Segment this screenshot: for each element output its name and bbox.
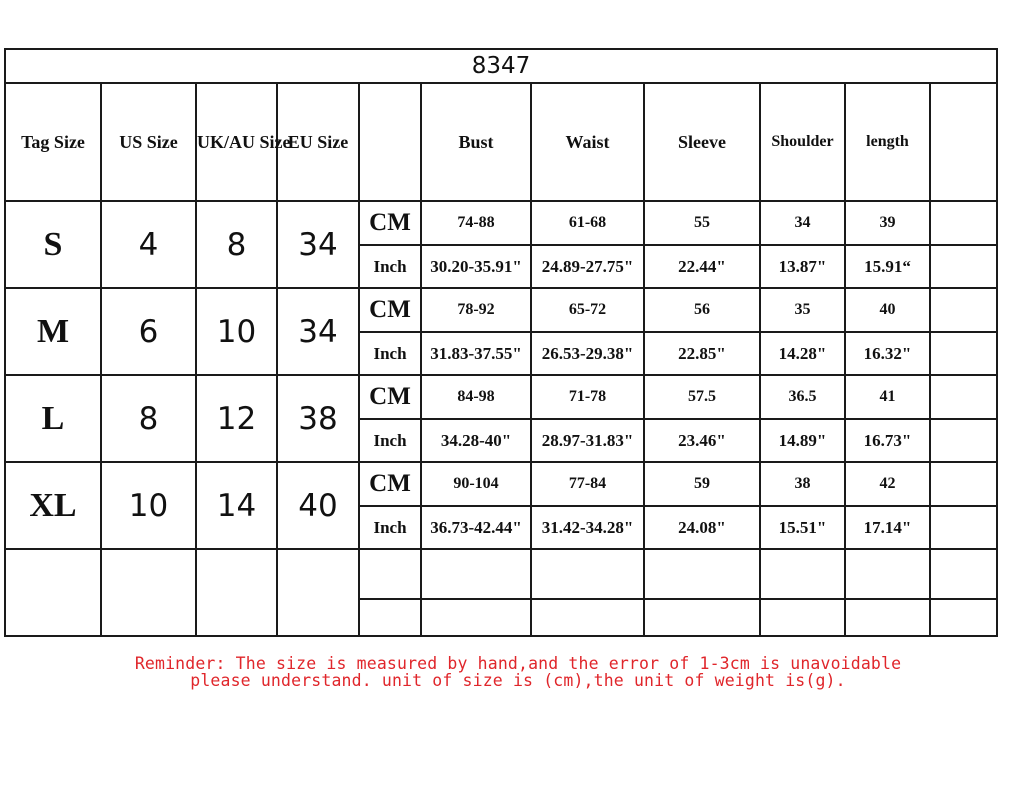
empty-cell [644, 549, 760, 599]
length-inch-cell: 15.91“ [845, 245, 930, 288]
table-row [5, 201, 997, 245]
eu-size-cell: 38 [277, 375, 359, 462]
unit-inch-label: Inch [359, 245, 421, 288]
empty-cell [421, 549, 531, 599]
uk-size-cell: 8 [196, 201, 277, 288]
tag-size-cell: M [5, 288, 101, 375]
sleeve-cm-cell: 55 [644, 201, 760, 245]
shoulder-inch-cell: 14.28" [760, 332, 845, 375]
empty-cell [421, 599, 531, 636]
empty-cell [930, 332, 997, 375]
uk-size-cell: 10 [196, 288, 277, 375]
bust-inch-cell: 34.28-40" [421, 419, 531, 462]
tag-size-cell: XL [5, 462, 101, 549]
waist-cm-cell: 77-84 [531, 462, 644, 506]
shoulder-inch-cell: 13.87" [760, 245, 845, 288]
sleeve-inch-cell: 23.46" [644, 419, 760, 462]
unit-cm-label: CM [359, 375, 421, 419]
us-size-cell: 4 [101, 201, 196, 288]
eu-size-cell: 34 [277, 201, 359, 288]
title-row [5, 49, 997, 83]
empty-cell [531, 599, 644, 636]
reminder-line-1: Reminder: The size is measured by hand,and the error of 1-3cm is unavoidable [134, 654, 902, 673]
empty-cell [930, 462, 997, 506]
sleeve-inch-cell: 24.08" [644, 506, 760, 549]
sleeve-cm-cell: 57.5 [644, 375, 760, 419]
header-uk-au-size: UK/AU Size [196, 83, 277, 201]
waist-inch-cell: 31.42-34.28" [531, 506, 644, 549]
unit-inch-label: Inch [359, 506, 421, 549]
size-chart-table [4, 48, 998, 637]
bust-cm-cell: 74-88 [421, 201, 531, 245]
shoulder-cm-cell: 34 [760, 201, 845, 245]
empty-cell [760, 549, 845, 599]
header-length: length [845, 83, 930, 201]
empty-cell [277, 549, 359, 636]
empty-cell [359, 549, 421, 599]
us-size-cell: 8 [101, 375, 196, 462]
sleeve-cm-cell: 59 [644, 462, 760, 506]
eu-size-cell: 34 [277, 288, 359, 375]
product-code: 8347 [5, 49, 997, 83]
empty-cell [930, 549, 997, 599]
unit-cm-label: CM [359, 462, 421, 506]
bust-inch-cell: 36.73-42.44" [421, 506, 531, 549]
empty-cell [196, 549, 277, 636]
waist-cm-cell: 61-68 [531, 201, 644, 245]
length-inch-cell: 16.73" [845, 419, 930, 462]
empty-cell [930, 599, 997, 636]
bust-inch-cell: 31.83-37.55" [421, 332, 531, 375]
header-eu-size: EU Size [277, 83, 359, 201]
header-tag-size: Tag Size [5, 83, 101, 201]
empty-cell [930, 288, 997, 332]
unit-cm-label: CM [359, 288, 421, 332]
uk-size-cell: 12 [196, 375, 277, 462]
empty-cell [845, 599, 930, 636]
header-extra [930, 83, 997, 201]
length-cm-cell: 42 [845, 462, 930, 506]
empty-cell [930, 375, 997, 419]
empty-cell [930, 245, 997, 288]
header-unit [359, 83, 421, 201]
unit-inch-label: Inch [359, 419, 421, 462]
sleeve-inch-cell: 22.85" [644, 332, 760, 375]
shoulder-cm-cell: 35 [760, 288, 845, 332]
unit-inch-label: Inch [359, 332, 421, 375]
us-size-cell: 10 [101, 462, 196, 549]
header-sleeve: Sleeve [644, 83, 760, 201]
length-inch-cell: 16.32" [845, 332, 930, 375]
empty-cell [930, 506, 997, 549]
waist-inch-cell: 26.53-29.38" [531, 332, 644, 375]
empty-cell [531, 549, 644, 599]
shoulder-cm-cell: 38 [760, 462, 845, 506]
bust-cm-cell: 78-92 [421, 288, 531, 332]
empty-cell [5, 549, 101, 636]
unit-cm-label: CM [359, 201, 421, 245]
table-row [5, 462, 997, 506]
reminder-note [0, 655, 1036, 689]
shoulder-cm-cell: 36.5 [760, 375, 845, 419]
waist-inch-cell: 28.97-31.83" [531, 419, 644, 462]
tag-size-cell: L [5, 375, 101, 462]
reminder-line-2: please understand. unit of size is (cm),the unit of weight is(g). [190, 671, 846, 690]
bust-inch-cell: 30.20-35.91" [421, 245, 531, 288]
sleeve-cm-cell: 56 [644, 288, 760, 332]
us-size-cell: 6 [101, 288, 196, 375]
tag-size-cell: S [5, 201, 101, 288]
shoulder-inch-cell: 14.89" [760, 419, 845, 462]
header-bust: Bust [421, 83, 531, 201]
empty-cell [101, 549, 196, 636]
empty-cell [930, 419, 997, 462]
length-inch-cell: 17.14" [845, 506, 930, 549]
waist-cm-cell: 65-72 [531, 288, 644, 332]
header-row [5, 83, 997, 201]
empty-cell [845, 549, 930, 599]
eu-size-cell: 40 [277, 462, 359, 549]
header-waist: Waist [531, 83, 644, 201]
shoulder-inch-cell: 15.51" [760, 506, 845, 549]
empty-cell [760, 599, 845, 636]
sleeve-inch-cell: 22.44" [644, 245, 760, 288]
empty-row [5, 549, 997, 599]
length-cm-cell: 41 [845, 375, 930, 419]
table-row [5, 375, 997, 419]
uk-size-cell: 14 [196, 462, 277, 549]
waist-inch-cell: 24.89-27.75" [531, 245, 644, 288]
table-row [5, 288, 997, 332]
length-cm-cell: 39 [845, 201, 930, 245]
empty-cell [644, 599, 760, 636]
empty-cell [359, 599, 421, 636]
empty-cell [930, 201, 997, 245]
bust-cm-cell: 84-98 [421, 375, 531, 419]
bust-cm-cell: 90-104 [421, 462, 531, 506]
header-shoulder: Shoulder [760, 83, 845, 201]
waist-cm-cell: 71-78 [531, 375, 644, 419]
length-cm-cell: 40 [845, 288, 930, 332]
header-us-size: US Size [101, 83, 196, 201]
